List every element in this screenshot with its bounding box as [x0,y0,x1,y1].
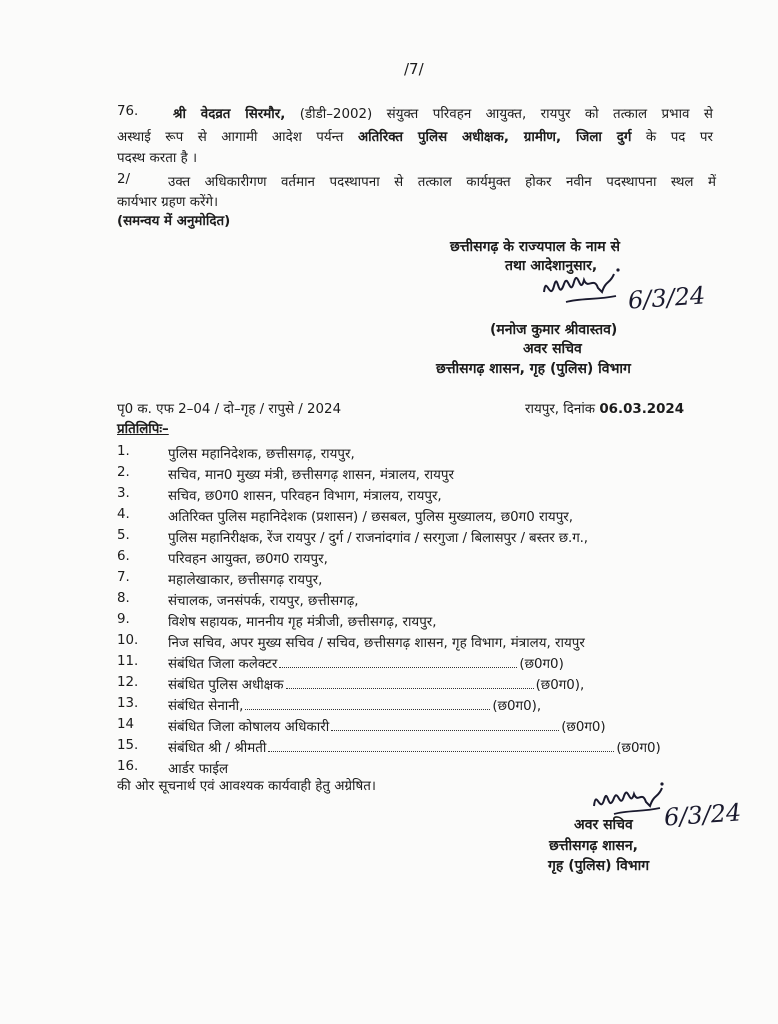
list-item-number: 12. [117,675,139,690]
page-number: /7/ [404,60,424,78]
list-item: सचिव, मान0 मुख्य मंत्री, छत्तीसगढ़ शासन, मंत्रालय, रायपुर [168,468,454,483]
fill-line [286,678,534,689]
list-item-text: संबंधित जिला कोषालय अधिकारी [168,720,330,735]
governor-line2: तथा आदेशानुसार, [505,258,598,274]
para-76-text-d: पदस्थ करता है । [117,151,198,166]
list-item-text: संबंधित जिला कलेक्टर [168,657,278,672]
para-76-text-a: (डीडी–2002) संयुक्त परिवहन आयुक्त, रायपुर को तत्काल प्रभाव से [299,107,713,122]
officer-name: श्री वेदव्रत सिरमौर, [173,107,286,122]
list-item: महालेखाकार, छत्तीसगढ़ रायपुर, [168,573,323,588]
list-item-number: 11. [117,654,139,669]
copy-heading: प्रतिलिपिः– [117,422,169,437]
bottom-designation: अवर सचिव [574,817,633,833]
list-item-number: 16. [117,759,139,774]
para-76-number: 76. [117,104,139,119]
list-item-number: 14 [117,717,135,732]
order-date: 06.03.2024 [599,402,685,417]
list-item-number: 10. [117,633,139,648]
list-item-number: 13. [117,696,139,711]
list-item: संचालक, जनसंपर्क, रायपुर, छत्तीसगढ़, [168,594,359,609]
list-item-number: 3. [117,486,130,501]
list-item: निज सचिव, अपर मुख्य सचिव / सचिव, छत्तीसगढ़ शासन, गृह विभाग, मंत्रालय, रायपुर [168,636,585,651]
list-item [168,696,541,714]
list-item-number: 9. [117,612,130,627]
para-76-line1 [173,104,713,122]
list-item-suffix: (छ0ग0), [535,678,585,693]
list-item-suffix: (छ0ग0), [492,699,542,714]
officer-department: छत्तीसगढ़ शासन, गृह (पुलिस) विभाग [436,361,631,377]
bottom-line2: छत्तीसगढ़ शासन, [549,838,638,854]
list-item: परिवहन आयुक्त, छ0ग0 रायपुर, [168,552,328,567]
list-item: सचिव, छ0ग0 शासन, परिवहन विभाग, मंत्रालय, रायपुर, [168,489,442,504]
list-item: पुलिस महानिरीक्षक, रेंज रायपुर / दुर्ग / राजनांदगांव / सरगुजा / बिलासपुर / बस्तर छ.ग., [168,531,588,546]
list-item [168,654,564,672]
forward-text: की ओर सूचनार्थ एवं आवश्यक कार्यवाही हेतु अग्रेषित। [117,779,376,794]
list-item-number: 6. [117,549,130,564]
list-item-suffix: (छ0ग0) [616,741,661,756]
bottom-handwritten-date: 6/3/24 [663,798,743,832]
signature-mark [536,262,626,312]
fill-line [268,741,614,752]
list-item-number: 4. [117,507,130,522]
list-item-text: संबंधित पुलिस अधीक्षक [168,678,284,693]
list-item: पुलिस महानिदेशक, छत्तीसगढ़, रायपुर, [168,447,355,462]
para-2-line1: उक्त अधिकारीगण वर्तमान पदस्थापना से तत्काल कार्यमुक्त होकर नवीन पदस्थापना स्थल में [168,175,716,190]
list-item-number: 2. [117,465,130,480]
bottom-line3: गृह (पुलिस) विभाग [548,858,650,874]
para-2-line2: कार्यभार ग्रहण करेंगे। [117,195,219,210]
fill-line [331,720,559,731]
list-item: आर्डर फाईल [168,762,229,777]
list-item-number: 1. [117,444,130,459]
file-number: पृ0 क. एफ 2–04 / दो–गृह / रापुसे / 2024 [117,402,342,417]
fill-line [245,699,490,710]
place-date-label: रायपुर, दिनांक [525,402,596,417]
para-2-number: 2/ [117,172,131,187]
list-item-number: 15. [117,738,139,753]
para-76-text-c: के पद पर [645,130,713,145]
place-date [525,399,684,417]
list-item: विशेष सहायक, माननीय गृह मंत्रीजी, छत्तीसगढ़, रायपुर, [168,615,437,630]
posting: अतिरिक्त पुलिस अधीक्षक, ग्रामीण, जिला दुर्ग [357,130,632,145]
approval-note: (समन्वय में अनुमोदित) [117,214,231,229]
list-item: अतिरिक्त पुलिस महानिदेशक (प्रशासन) / छसबल, पुलिस मुख्यालय, छ0ग0 रायपुर, [168,510,574,525]
para-76-text-b: अस्थाई रूप से आगामी आदेश पर्यन्त [117,130,344,145]
para-76-line2 [117,127,713,145]
list-item [168,717,606,735]
list-item-suffix: (छ0ग0) [519,657,564,672]
list-item-text: संबंधित सेनानी, [168,699,244,714]
list-item [168,675,584,693]
list-item-number: 7. [117,570,130,585]
list-item-number: 8. [117,591,130,606]
officer-designation: अवर सचिव [523,341,582,357]
officer-sign-name: (मनोज कुमार श्रीवास्तव) [490,322,618,338]
governor-line1: छत्तीसगढ़ के राज्यपाल के नाम से [450,239,620,255]
fill-line [279,657,517,668]
list-item [168,738,661,756]
list-item-suffix: (छ0ग0) [561,720,606,735]
handwritten-date: 6/3/24 [627,281,707,315]
list-item-number: 5. [117,528,130,543]
list-item-text: संबंधित श्री / श्रीमती [168,741,267,756]
